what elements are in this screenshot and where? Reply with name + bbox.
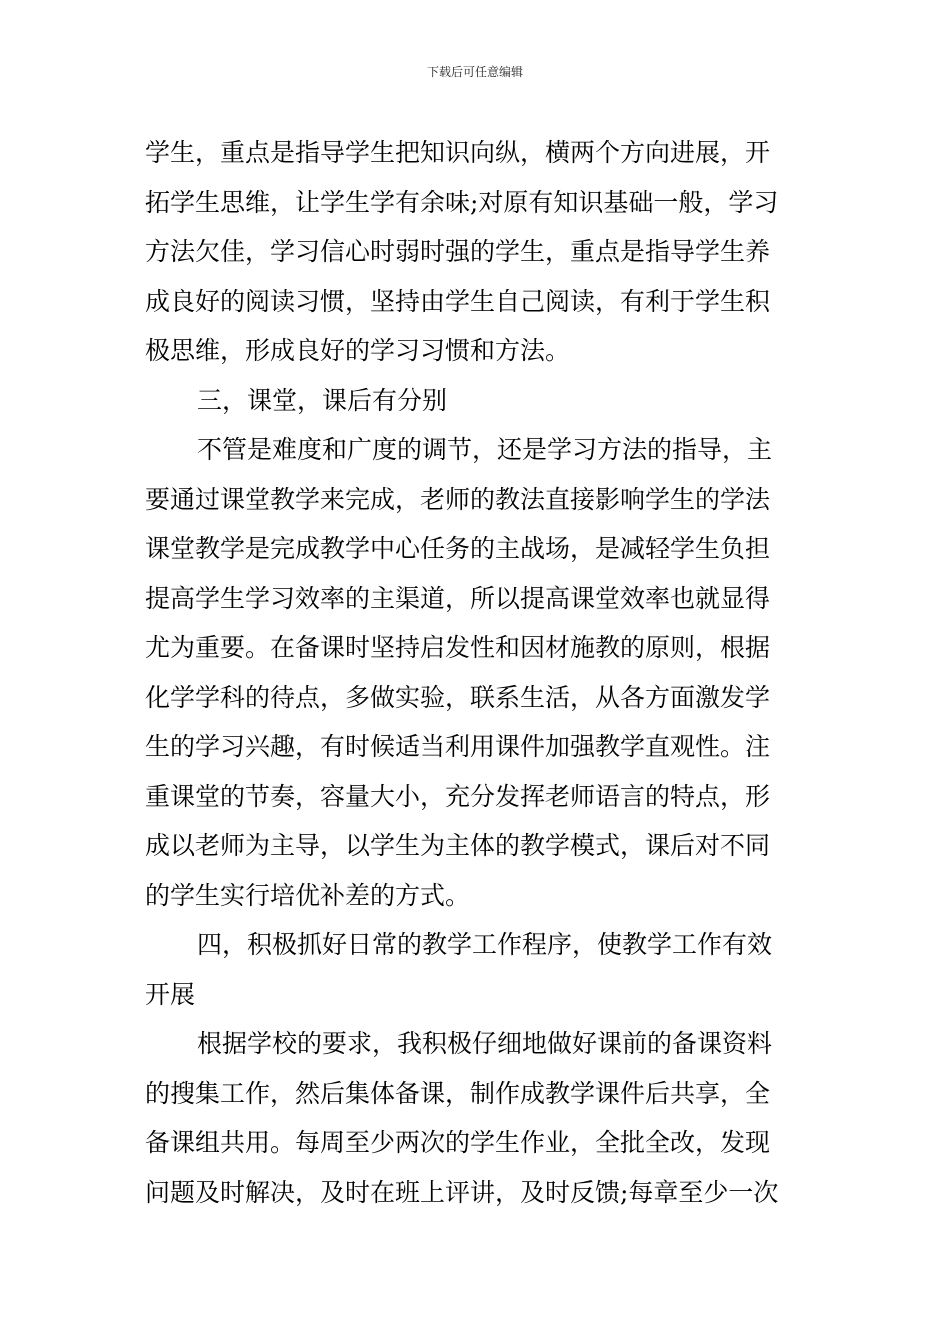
- text-line: 拓学生思维，让学生学有余味;对原有知识基础一般，学习: [145, 187, 779, 217]
- section-heading: 四，积极抓好日常的教学工作程序，使教学工作有效: [197, 930, 773, 959]
- text-line: 要通过课堂教学来完成，老师的教法直接影响学生的学法: [145, 484, 771, 514]
- text-line: 课堂教学是完成教学中心任务的主战场，是减轻学生负担: [145, 534, 771, 563]
- text-line: 的学生实行培优补差的方式。: [145, 880, 471, 910]
- text-line: 极思维，形成良好的学习习惯和方法。: [145, 336, 571, 365]
- text-line: 成以老师为主导，以学生为主体的教学模式，课后对不同: [145, 831, 771, 860]
- text-line: 不管是难度和广度的调节，还是学习方法的指导，主: [197, 435, 773, 464]
- text-line: 学生，重点是指导学生把知识向纵，横两个方向进展，开: [145, 138, 771, 167]
- page-header-note: 下载后可任意编辑: [426, 65, 523, 79]
- text-line: 方法欠佳，学习信心时弱时强的学生，重点是指导学生养: [145, 237, 771, 266]
- text-line: 重课堂的节奏，容量大小，充分发挥老师语言的特点，形: [145, 781, 771, 811]
- text-line: 尤为重要。在备课时坚持启发性和因材施教的原则，根据: [145, 633, 771, 662]
- text-line: 备课组共用。每周至少两次的学生作业，全批全改，发现: [145, 1128, 771, 1157]
- text-line: 化学学科的待点，多做实验，联系生活，从各方面激发学: [145, 682, 771, 712]
- text-line: 问题及时解决，及时在班上评讲，及时反馈;每章至少一次: [145, 1177, 779, 1207]
- text-line: 的搜集工作，然后集体备课，制作成教学课件后共享，全: [145, 1078, 771, 1108]
- text-line: 生的学习兴趣，有时候适当利用课件加强教学直观性。注: [145, 732, 771, 761]
- document-body: [145, 128, 810, 1217]
- text-line: 根据学校的要求，我积极仔细地做好课前的备课资料: [197, 1029, 773, 1058]
- text-line: 成良好的阅读习惯，坚持由学生自己阅读，有利于学生积: [145, 286, 771, 316]
- text-line: 提高学生学习效率的主渠道，所以提高课堂效率也就显得: [145, 583, 771, 613]
- section-heading-continuation: 开展: [145, 979, 196, 1009]
- section-heading: 三，课堂，课后有分别: [197, 385, 448, 415]
